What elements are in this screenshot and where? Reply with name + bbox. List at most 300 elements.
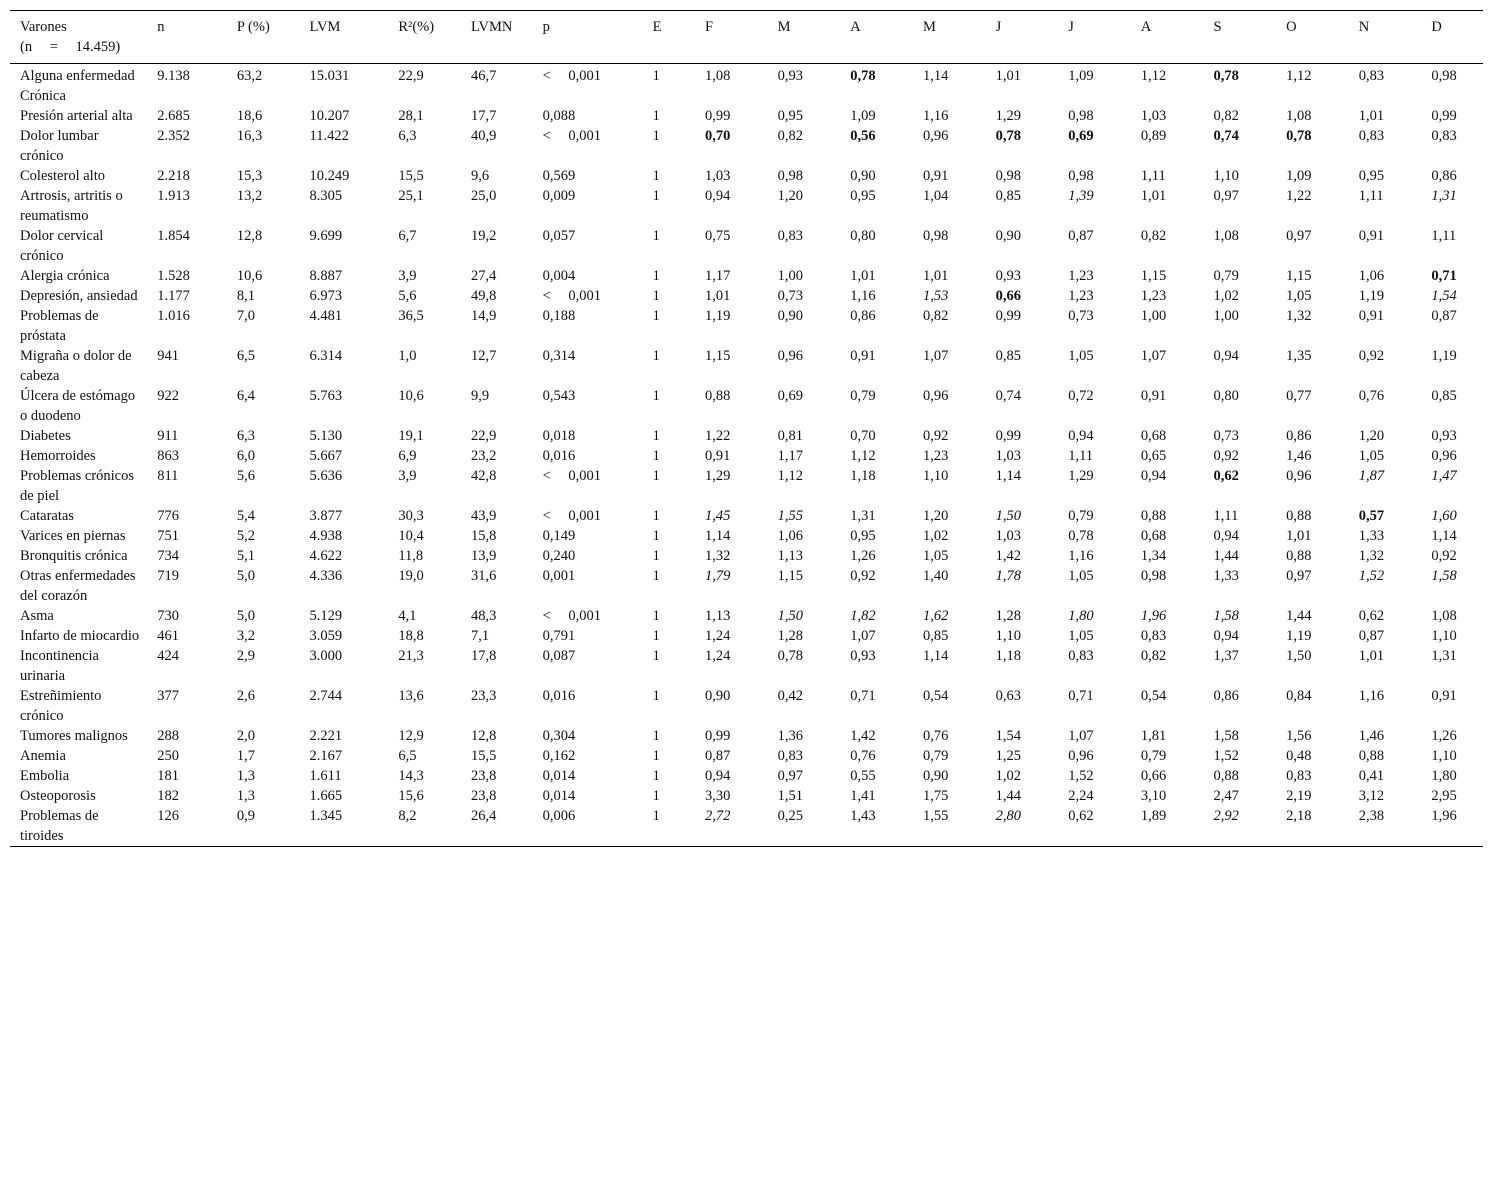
- table-cell: 0,82: [922, 308, 949, 324]
- table-cell: 1: [652, 688, 660, 704]
- column-header: E: [652, 19, 662, 35]
- table-cell: 1,78: [995, 568, 1021, 584]
- table-cell: 5,2: [236, 528, 256, 544]
- table-cell: 0,62: [1068, 808, 1094, 824]
- table-cell: 0,188: [542, 308, 576, 324]
- table-cell: 0,304: [542, 728, 576, 744]
- table-cell: 0,97: [1286, 568, 1312, 584]
- table-cell: 0,95: [850, 188, 876, 204]
- table-cell: 751: [157, 528, 179, 544]
- table-cell: 1,05: [1068, 628, 1094, 644]
- table-cell: 288: [157, 728, 179, 744]
- table-cell: 1: [652, 288, 660, 304]
- table-cell: 0,41: [1358, 768, 1385, 784]
- row-label: Estreñimiento crónico: [20, 688, 102, 724]
- table-cell: 0,94: [705, 768, 731, 784]
- row-label: Tumores malignos: [20, 728, 128, 744]
- table-row: [10, 346, 1483, 386]
- table-cell: 1: [652, 528, 660, 544]
- table-cell: 0,96: [922, 388, 949, 404]
- table-cell: 1,19: [705, 308, 731, 324]
- table-cell: 10,6: [398, 388, 424, 404]
- table-cell: 0,016: [542, 448, 576, 464]
- table-cell: 1,01: [922, 268, 949, 284]
- table-cell: 1,16: [1358, 688, 1385, 704]
- table-cell: 0,014: [542, 768, 576, 784]
- table-cell: 22,9: [470, 428, 497, 444]
- table-cell: 1,24: [705, 628, 731, 644]
- table-cell: 12,8: [470, 728, 497, 744]
- table-cell: 15,3: [236, 168, 263, 184]
- table-cell: 0,94: [1068, 428, 1094, 444]
- table-cell: 0,94: [1213, 628, 1239, 644]
- table-cell: 0,99: [1431, 108, 1457, 124]
- row-label: Asma: [20, 608, 54, 624]
- table-cell: 1,07: [1068, 728, 1094, 744]
- column-header: M: [922, 19, 936, 35]
- table-cell: 1: [652, 808, 660, 824]
- table-cell: 1.665: [309, 788, 343, 804]
- column-header: J: [1068, 19, 1074, 35]
- row-label: Osteoporosis: [20, 788, 96, 804]
- table-cell: 1,00: [777, 268, 804, 284]
- table-cell: 1,09: [850, 108, 876, 124]
- table-cell: 17,8: [470, 648, 497, 664]
- table-cell: 0,85: [995, 188, 1021, 204]
- column-header: R²(%): [398, 19, 435, 35]
- table-cell: 0,543: [542, 388, 576, 404]
- table-cell: 25,1: [398, 188, 424, 204]
- table-cell: 1,33: [1358, 528, 1385, 544]
- table-cell: 1,96: [1140, 608, 1167, 624]
- table-cell: 1,13: [777, 548, 804, 564]
- table-row: [10, 646, 1483, 686]
- table-cell: 1,82: [850, 608, 876, 624]
- table-cell: 2.685: [157, 108, 190, 124]
- table-cell: 0,90: [705, 688, 731, 704]
- table-cell: 30,3: [398, 508, 424, 524]
- table-cell: 2,72: [705, 808, 731, 824]
- table-cell: 1,00: [1140, 308, 1167, 324]
- table-row: [10, 226, 1483, 266]
- table-cell: 7,1: [470, 628, 490, 644]
- table-cell: 13,6: [398, 688, 424, 704]
- row-label: Infarto de miocardio: [20, 628, 140, 644]
- table-cell: 0,76: [922, 728, 949, 744]
- table-row: [10, 566, 1483, 606]
- column-header: A: [1140, 19, 1152, 35]
- results-table: [10, 10, 1483, 847]
- table-cell: 1,19: [1286, 628, 1312, 644]
- table-cell: 0,90: [777, 308, 804, 324]
- table-cell: 40,9: [470, 128, 497, 144]
- table-cell: 1,7: [236, 748, 256, 764]
- table-cell: 1,10: [922, 468, 949, 484]
- table-cell: < 0,001: [542, 128, 602, 144]
- table-cell: 12,7: [470, 348, 497, 364]
- table-cell: 0,018: [542, 428, 576, 444]
- table-cell: 0,96: [777, 348, 804, 364]
- table-cell: 1,20: [922, 508, 949, 524]
- row-label: Hemorroides: [20, 448, 96, 464]
- table-cell: 1,52: [1213, 748, 1239, 764]
- column-header: M: [777, 19, 791, 35]
- table-cell: 0,79: [922, 748, 949, 764]
- table-cell: 0,68: [1140, 428, 1167, 444]
- row-label: Cataratas: [20, 508, 74, 524]
- table-cell: 1,03: [995, 448, 1021, 464]
- table-cell: 0,149: [542, 528, 576, 544]
- table-cell: 0,80: [850, 228, 876, 244]
- table-cell: 0,71: [1068, 688, 1094, 704]
- table-cell: 2,80: [995, 808, 1021, 824]
- table-cell: 1,37: [1213, 648, 1239, 664]
- table-cell: 1,01: [1286, 528, 1312, 544]
- table-cell: 19,1: [398, 428, 424, 444]
- table-cell: 1: [652, 748, 660, 764]
- table-cell: 126: [157, 808, 179, 824]
- table-cell: 4.481: [309, 308, 343, 324]
- table-cell: 1,29: [705, 468, 731, 484]
- table-cell: 0,55: [850, 768, 876, 784]
- table-cell: 15,5: [398, 168, 424, 184]
- table-cell: 0,791: [542, 628, 576, 644]
- table-cell: 14,3: [398, 768, 424, 784]
- table-cell: 1,44: [1213, 548, 1239, 564]
- table-cell: 1,31: [1431, 188, 1457, 204]
- table-cell: 1,10: [1213, 168, 1239, 184]
- table-cell: 0,79: [1140, 748, 1167, 764]
- table-cell: 1,05: [1068, 348, 1094, 364]
- table-cell: 0,83: [1358, 68, 1385, 84]
- table-cell: 1,03: [705, 168, 731, 184]
- row-label: Problemas crónicos de piel: [20, 468, 134, 504]
- table-cell: 1: [652, 568, 660, 584]
- table-cell: 0,94: [1140, 468, 1167, 484]
- table-cell: 0,90: [850, 168, 876, 184]
- table-cell: 0,99: [995, 428, 1021, 444]
- table-cell: 5,1: [236, 548, 256, 564]
- table-cell: 0,94: [705, 188, 731, 204]
- table-cell: 5.763: [309, 388, 343, 404]
- table-cell: 1,14: [1431, 528, 1457, 544]
- table-cell: 0,85: [922, 628, 949, 644]
- table-row: [10, 466, 1483, 506]
- table-cell: 0,82: [777, 128, 804, 144]
- table-cell: 0,96: [1431, 448, 1457, 464]
- table-cell: 1,10: [995, 628, 1021, 644]
- table-cell: 5.667: [309, 448, 343, 464]
- table-cell: 1,26: [850, 548, 876, 564]
- table-cell: 0,66: [995, 288, 1021, 304]
- table-cell: 1: [652, 388, 660, 404]
- table-cell: 0,79: [1068, 508, 1094, 524]
- table-cell: 1,20: [1358, 428, 1385, 444]
- table-cell: 0,80: [1213, 388, 1239, 404]
- header-label-line1: Varones: [20, 19, 67, 35]
- table-cell: 0,91: [1431, 688, 1457, 704]
- table-cell: 2,6: [236, 688, 256, 704]
- table-cell: 8,2: [398, 808, 417, 824]
- table-cell: 0,78: [850, 68, 876, 84]
- table-cell: 3,9: [398, 268, 417, 284]
- column-header: F: [705, 19, 714, 35]
- table-cell: 1,08: [1286, 108, 1312, 124]
- table-cell: 1,44: [1286, 608, 1312, 624]
- table-row: [10, 626, 1483, 646]
- row-label: Dolor cervical crónico: [20, 228, 104, 264]
- table-cell: 1: [652, 128, 660, 144]
- row-label: Artrosis, artritis o reumatismo: [20, 188, 123, 224]
- column-header: LVM: [309, 19, 341, 35]
- table-row: [10, 286, 1483, 306]
- table-cell: 1,32: [705, 548, 731, 564]
- table-cell: 1,09: [1068, 68, 1094, 84]
- table-row: [10, 446, 1483, 466]
- table-cell: 1,01: [705, 288, 731, 304]
- table-cell: 1,09: [1286, 168, 1312, 184]
- table-cell: 0,71: [1431, 268, 1457, 284]
- table-cell: 4.622: [309, 548, 343, 564]
- table-cell: 1,01: [1358, 648, 1385, 664]
- table-cell: 0,94: [1213, 348, 1239, 364]
- table-cell: 1,22: [1286, 188, 1312, 204]
- table-cell: 3,12: [1358, 788, 1385, 804]
- table-cell: 250: [157, 748, 179, 764]
- table-cell: 1,01: [995, 68, 1021, 84]
- table-row: [10, 166, 1483, 186]
- table-cell: 734: [157, 548, 179, 564]
- table-cell: 0,68: [1140, 528, 1167, 544]
- table-cell: 4,1: [398, 608, 417, 624]
- table-cell: 6,5: [398, 748, 417, 764]
- table-row: [10, 726, 1483, 746]
- table-cell: 0,78: [1068, 528, 1094, 544]
- table-cell: 0,314: [542, 348, 576, 364]
- table-cell: 1,29: [1068, 468, 1094, 484]
- table-cell: 0,057: [542, 228, 576, 244]
- table-cell: 5.129: [309, 608, 343, 624]
- table-cell: 1,14: [922, 68, 949, 84]
- table-cell: 1,01: [1140, 188, 1167, 204]
- table-cell: 0,98: [777, 168, 804, 184]
- table-cell: < 0,001: [542, 468, 602, 484]
- table-cell: 0,42: [777, 688, 804, 704]
- table-cell: 43,9: [470, 508, 497, 524]
- table-cell: 1,42: [850, 728, 876, 744]
- table-cell: 2.218: [157, 168, 190, 184]
- table-cell: 6.973: [309, 288, 343, 304]
- table-cell: 1,80: [1068, 608, 1094, 624]
- column-header: P (%): [236, 19, 270, 35]
- table-cell: 2,92: [1213, 808, 1239, 824]
- table-cell: 0,76: [1358, 388, 1385, 404]
- table-cell: 0,240: [542, 548, 576, 564]
- table-cell: 1,58: [1431, 568, 1457, 584]
- table-cell: 0,69: [1068, 128, 1094, 144]
- table-cell: 1,28: [777, 628, 804, 644]
- table-cell: < 0,001: [542, 608, 602, 624]
- table-cell: 18,8: [398, 628, 424, 644]
- table-cell: 0,83: [1140, 628, 1167, 644]
- table-cell: 8,1: [236, 288, 256, 304]
- header-row: [10, 11, 1483, 64]
- table-cell: 0,78: [1286, 128, 1312, 144]
- table-cell: 1,11: [1068, 448, 1094, 464]
- table-cell: 0,91: [1140, 388, 1167, 404]
- table-cell: 719: [157, 568, 179, 584]
- table-cell: 1,15: [705, 348, 731, 364]
- table-cell: 1,16: [850, 288, 876, 304]
- table-body: [10, 64, 1483, 847]
- table-cell: 0,66: [1140, 768, 1167, 784]
- table-cell: 9,9: [470, 388, 490, 404]
- table-cell: 377: [157, 688, 179, 704]
- table-cell: 1,08: [1431, 608, 1457, 624]
- table-cell: 0,85: [1431, 388, 1457, 404]
- table-cell: 0,93: [995, 268, 1021, 284]
- table-cell: 1,02: [1213, 288, 1239, 304]
- table-cell: 1,16: [922, 108, 949, 124]
- table-cell: 15,6: [398, 788, 424, 804]
- table-cell: 49,8: [470, 288, 497, 304]
- table-cell: 6,3: [398, 128, 417, 144]
- table-cell: 1: [652, 628, 660, 644]
- table-cell: 1,12: [1140, 68, 1167, 84]
- table-cell: < 0,001: [542, 68, 602, 84]
- table-cell: 1,03: [1140, 108, 1167, 124]
- table-cell: 1,50: [995, 508, 1021, 524]
- table-cell: 11.422: [309, 128, 349, 144]
- table-cell: 13,2: [236, 188, 263, 204]
- table-row: [10, 186, 1483, 226]
- table-cell: 1,14: [995, 468, 1021, 484]
- table-cell: 1,50: [1286, 648, 1312, 664]
- table-cell: 0,48: [1286, 748, 1312, 764]
- table-cell: < 0,001: [542, 288, 602, 304]
- table-cell: 3.000: [309, 648, 343, 664]
- table-cell: 1,44: [995, 788, 1021, 804]
- row-label: Problemas de próstata: [20, 308, 99, 344]
- row-label: Diabetes: [20, 428, 71, 444]
- table-cell: 0,62: [1358, 608, 1385, 624]
- table-cell: 5,4: [236, 508, 256, 524]
- table-cell: 2.352: [157, 128, 190, 144]
- table-cell: 0,99: [995, 308, 1021, 324]
- table-cell: 0,92: [922, 428, 949, 444]
- table-cell: 1,54: [1431, 288, 1457, 304]
- table-cell: 1,07: [922, 348, 949, 364]
- table-cell: 0,87: [1358, 628, 1385, 644]
- table-cell: 1,51: [777, 788, 804, 804]
- table-cell: 2.221: [309, 728, 343, 744]
- table-cell: 0,56: [850, 128, 876, 144]
- table-cell: 0,92: [850, 568, 876, 584]
- table-cell: 0,162: [542, 748, 576, 764]
- table-cell: 182: [157, 788, 179, 804]
- table-cell: 0,88: [1358, 748, 1385, 764]
- column-header: N: [1358, 19, 1370, 35]
- table-cell: 0,96: [1286, 468, 1312, 484]
- table-cell: 0,98: [1068, 168, 1094, 184]
- table-cell: 0,97: [1286, 228, 1312, 244]
- table-cell: 0,74: [995, 388, 1021, 404]
- table-cell: 1,50: [777, 608, 804, 624]
- table-cell: 0,92: [1358, 348, 1385, 364]
- table-cell: 2.744: [309, 688, 343, 704]
- table-cell: 1,23: [1068, 268, 1094, 284]
- table-row: [10, 126, 1483, 166]
- table-cell: 0,94: [1213, 528, 1239, 544]
- table-cell: 6,4: [236, 388, 256, 404]
- table-cell: 1: [652, 608, 660, 624]
- row-label: Bronquitis crónica: [20, 548, 128, 564]
- header-row-label: [10, 11, 147, 64]
- table-cell: 5.130: [309, 428, 343, 444]
- table-cell: 1,19: [1431, 348, 1457, 364]
- table-cell: 2,24: [1068, 788, 1094, 804]
- table-cell: 9.138: [157, 68, 190, 84]
- table-cell: 0,87: [1431, 308, 1457, 324]
- table-cell: 1,3: [236, 788, 256, 804]
- table-cell: 1,46: [1286, 448, 1312, 464]
- table-cell: 1,0: [398, 348, 417, 364]
- table-cell: 0,009: [542, 188, 576, 204]
- table-cell: 23,2: [470, 448, 497, 464]
- table-cell: 0,83: [1286, 768, 1312, 784]
- table-cell: 1,41: [850, 788, 876, 804]
- table-cell: 1,14: [705, 528, 731, 544]
- table-cell: 0,92: [1431, 548, 1457, 564]
- table-cell: 1: [652, 308, 660, 324]
- table-cell: 1,05: [922, 548, 949, 564]
- table-cell: 1.016: [157, 308, 190, 324]
- table-cell: 1,43: [850, 808, 876, 824]
- table-cell: 3,2: [236, 628, 256, 644]
- table-cell: 0,78: [1213, 68, 1239, 84]
- table-cell: 1,13: [705, 608, 731, 624]
- table-cell: 28,1: [398, 108, 424, 124]
- table-cell: 0,83: [777, 228, 804, 244]
- table-cell: 13,9: [470, 548, 497, 564]
- table-cell: 1: [652, 428, 660, 444]
- table-cell: 2,9: [236, 648, 256, 664]
- table-cell: 0,81: [777, 428, 804, 444]
- table-cell: 1.177: [157, 288, 190, 304]
- table-cell: 1,11: [1140, 168, 1166, 184]
- table-cell: 1,08: [705, 68, 731, 84]
- table-cell: 1,36: [777, 728, 804, 744]
- row-label: Colesterol alto: [20, 168, 105, 184]
- table-cell: 0,569: [542, 168, 576, 184]
- table-cell: 1.345: [309, 808, 343, 824]
- table-cell: 1,05: [1358, 448, 1385, 464]
- table-row: [10, 426, 1483, 446]
- table-cell: 1,05: [1286, 288, 1312, 304]
- table-cell: 3,9: [398, 468, 417, 484]
- table-cell: 2,38: [1358, 808, 1385, 824]
- table-cell: 0,73: [1068, 308, 1094, 324]
- table-cell: 42,8: [470, 468, 497, 484]
- table-cell: 0,88: [705, 388, 731, 404]
- table-cell: 0,016: [542, 688, 576, 704]
- table-cell: 1,45: [705, 508, 731, 524]
- row-label: Problemas de tiroides: [20, 808, 99, 844]
- table-cell: 461: [157, 628, 179, 644]
- table-cell: 911: [157, 428, 179, 444]
- table-cell: 1,31: [1431, 648, 1457, 664]
- table-cell: 1,01: [1358, 108, 1385, 124]
